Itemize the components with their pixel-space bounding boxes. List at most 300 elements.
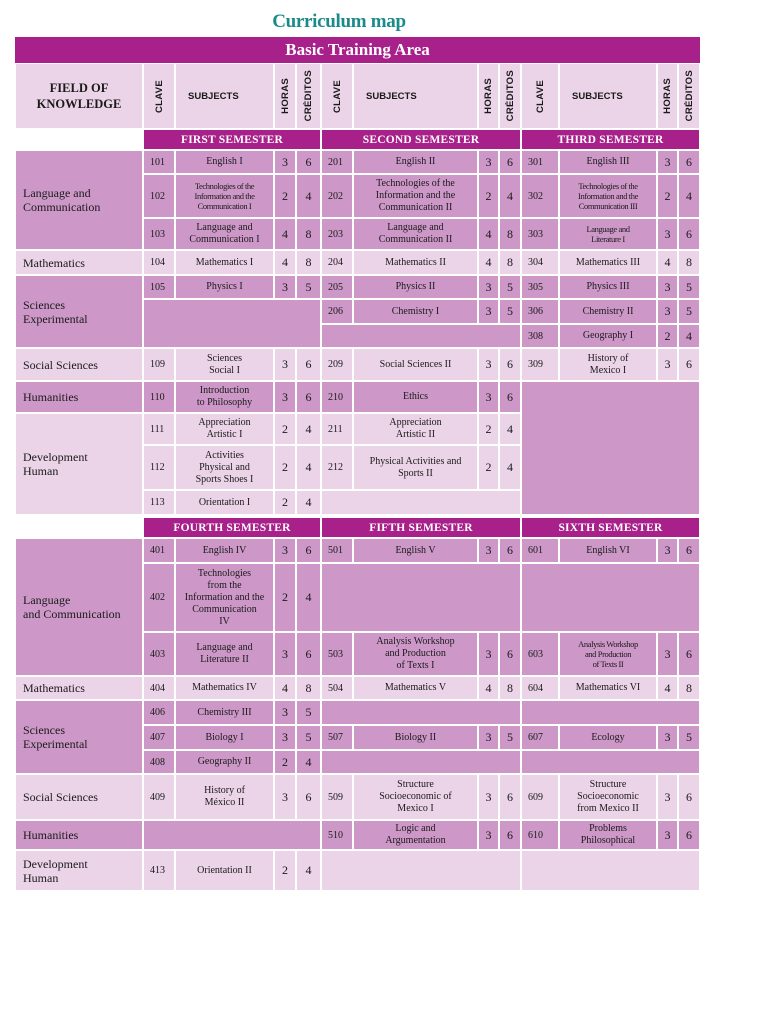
course-credits-text: 8	[686, 255, 692, 269]
header-subjects-label: SUBJECTS	[366, 90, 417, 102]
course-hours	[478, 445, 499, 490]
course-code-text: 105	[150, 281, 165, 293]
course-code-text: 102	[150, 190, 165, 202]
course-hours	[657, 538, 678, 563]
course-hours-text: 3	[282, 357, 288, 371]
course-code-text: 408	[150, 756, 165, 768]
course-subject-text: Activities Physical and Sports Shoes I	[195, 449, 254, 485]
course-credits-text: 4	[507, 421, 513, 436]
empty-cell	[321, 700, 521, 725]
course-credits	[678, 774, 700, 820]
course-hours-text: 4	[485, 226, 492, 241]
course-code	[321, 275, 353, 299]
course-subject-text: Mathematics III	[575, 256, 641, 268]
course-hours	[274, 490, 296, 515]
course-code-text: 308	[528, 330, 543, 342]
course-subject-text: Language and Literature I	[586, 224, 630, 244]
course-code	[143, 774, 175, 820]
course-subject-text: Chemistry III	[197, 706, 252, 718]
course-subject	[353, 381, 478, 413]
course-hours-text: 3	[282, 389, 288, 404]
semester-header-text: THIRD SEMESTER	[557, 133, 664, 146]
course-code	[521, 218, 559, 250]
course-credits-text: 5	[686, 730, 692, 744]
course-code	[321, 774, 353, 820]
field-label	[15, 676, 143, 700]
course-code-text: 610	[528, 829, 543, 841]
course-code	[143, 381, 175, 413]
semester-header-text: FIFTH SEMESTER	[369, 521, 473, 534]
course-code	[143, 218, 175, 250]
course-code	[521, 150, 559, 174]
course-hours	[657, 150, 678, 174]
course-hours-text: 3	[282, 705, 288, 719]
header-creditos-label: CRÉDITOS	[504, 70, 516, 122]
course-subject-text: Ecology	[591, 731, 625, 743]
course-credits	[296, 632, 321, 676]
course-credits-text: 6	[507, 827, 513, 842]
course-credits	[296, 174, 321, 218]
course-credits-text: 6	[507, 389, 513, 404]
course-code	[521, 632, 559, 676]
course-hours	[478, 820, 499, 850]
course-credits	[296, 490, 321, 515]
course-subject-text: Language and Literature II	[196, 642, 253, 665]
course-code-text: 303	[528, 228, 543, 240]
course-code-text: 413	[150, 865, 165, 876]
course-hours	[274, 850, 296, 891]
course-code-text: 111	[150, 423, 165, 435]
course-hours-text: 3	[282, 730, 288, 744]
course-hours-text: 3	[282, 154, 288, 169]
course-hours-text: 2	[485, 188, 492, 203]
course-code-text: 103	[150, 228, 165, 240]
course-subject-text: Social Sciences II	[379, 358, 452, 370]
field-label-text: Mathematics	[23, 681, 85, 695]
course-code	[321, 676, 353, 700]
header-clave-label: CLAVE	[331, 79, 343, 113]
field-label	[15, 774, 143, 820]
empty-cell	[321, 324, 521, 348]
course-subject-text: English VI	[586, 544, 630, 556]
field-of-knowledge-header-text: FIELD OF KNOWLEDGE	[36, 81, 122, 111]
course-hours	[478, 538, 499, 563]
field-label-text: Language and Communication	[23, 186, 101, 214]
course-subject	[175, 413, 274, 445]
course-hours	[657, 250, 678, 275]
course-hours-text: 3	[282, 279, 288, 294]
header-horas-label: HORAS	[483, 78, 494, 114]
course-credits-text: 4	[305, 188, 312, 203]
course-subject	[175, 850, 274, 891]
course-credits-text: 6	[507, 646, 513, 661]
course-code	[521, 538, 559, 563]
course-subject-text: Appreciation Artistic II	[389, 417, 442, 440]
course-hours	[274, 445, 296, 490]
course-credits	[678, 218, 700, 250]
course-hours	[478, 275, 499, 299]
course-subject-text: English II	[395, 156, 436, 167]
empty-cell	[521, 700, 700, 725]
course-hours	[657, 324, 678, 348]
course-subject	[559, 250, 657, 275]
course-hours	[478, 381, 499, 413]
semester-header	[143, 129, 321, 150]
course-hours	[657, 299, 678, 324]
course-code-text: 402	[150, 592, 165, 603]
course-subject	[559, 150, 657, 174]
course-code-text: 604	[528, 682, 543, 694]
course-code-text: 601	[528, 545, 543, 556]
course-subject	[559, 218, 657, 250]
course-hours-text: 3	[664, 357, 671, 371]
course-credits	[499, 174, 521, 218]
course-subject	[175, 700, 274, 725]
field-label	[15, 150, 143, 250]
course-credits-text: 8	[305, 255, 312, 269]
course-subject-text: Language and Communication II	[378, 222, 453, 245]
course-code	[521, 299, 559, 324]
course-subject-text: Orientation I	[198, 496, 251, 508]
course-credits-text: 6	[686, 543, 692, 557]
header-creditos-3	[678, 63, 700, 129]
course-code-text: 202	[328, 190, 343, 202]
course-code-text: 302	[528, 190, 543, 202]
course-hours	[274, 413, 296, 445]
course-subject	[175, 348, 274, 381]
field-label-text: Humanities	[23, 828, 79, 842]
course-code-text: 509	[328, 791, 343, 803]
course-code-text: 504	[328, 682, 343, 694]
header-horas-label: HORAS	[662, 78, 673, 114]
course-subject	[559, 774, 657, 820]
course-subject	[175, 774, 274, 820]
course-credits-text: 6	[305, 357, 312, 371]
header-horas-2	[478, 63, 499, 129]
course-credits	[678, 348, 700, 381]
course-code-text: 510	[328, 829, 343, 841]
course-subject-text: Physical Activities and Sports II	[369, 455, 462, 479]
course-hours-text: 3	[664, 304, 671, 318]
course-hours-text: 2	[664, 188, 671, 203]
course-subject	[175, 275, 274, 299]
course-credits	[499, 632, 521, 676]
course-hours	[478, 218, 499, 250]
area-banner: Basic Training Area	[15, 37, 700, 63]
course-subject	[353, 774, 478, 820]
course-subject	[175, 750, 274, 774]
course-hours	[478, 676, 499, 700]
course-subject	[353, 348, 478, 381]
course-subject	[353, 820, 478, 850]
course-credits	[499, 250, 521, 275]
course-code-text: 205	[328, 281, 343, 293]
course-hours-text: 3	[485, 789, 492, 804]
course-hours	[274, 538, 296, 563]
course-credits	[296, 218, 321, 250]
course-code	[143, 700, 175, 725]
course-subject	[175, 563, 274, 632]
course-subject	[559, 275, 657, 299]
course-credits-text: 4	[305, 421, 312, 436]
course-subject-text: Problems Philosophical	[580, 823, 636, 846]
course-code-text: 304	[528, 257, 543, 268]
course-code	[321, 445, 353, 490]
course-hours-text: 3	[485, 730, 492, 744]
header-subjects-1	[175, 63, 274, 129]
course-code-text: 305	[528, 281, 543, 293]
course-subject-text: Chemistry I	[391, 305, 440, 317]
course-code	[521, 275, 559, 299]
course-credits-text: 5	[305, 705, 312, 719]
course-hours	[478, 632, 499, 676]
course-code-text: 309	[528, 359, 543, 370]
course-code	[143, 490, 175, 515]
course-subject	[175, 250, 274, 275]
header-subjects-2	[353, 63, 478, 129]
course-subject	[175, 676, 274, 700]
course-credits	[499, 413, 521, 445]
course-subject	[353, 275, 478, 299]
course-credits	[678, 250, 700, 275]
header-horas-label: HORAS	[279, 78, 291, 114]
course-credits	[499, 445, 521, 490]
course-code	[521, 676, 559, 700]
course-code	[321, 299, 353, 324]
course-subject	[353, 174, 478, 218]
course-hours-text: 4	[664, 255, 671, 269]
course-code-text: 501	[328, 545, 343, 556]
course-credits	[296, 250, 321, 275]
course-hours	[657, 275, 678, 299]
header-subjects-label: SUBJECTS	[572, 90, 623, 102]
course-subject	[353, 150, 478, 174]
course-credits-text: 5	[507, 730, 513, 744]
course-hours-text: 4	[664, 680, 671, 695]
course-subject-text: Language and Communication I	[189, 222, 260, 245]
course-code	[143, 725, 175, 750]
course-subject	[175, 632, 274, 676]
course-code	[521, 324, 559, 348]
field-label-text: Social Sciences	[23, 790, 98, 804]
course-hours-text: 2	[282, 421, 288, 436]
course-hours-text: 2	[485, 421, 492, 436]
field-label-text: Sciences Experimental	[23, 297, 88, 326]
course-code	[321, 632, 353, 676]
course-code	[143, 413, 175, 445]
course-code-text: 301	[528, 156, 543, 168]
course-hours	[657, 676, 678, 700]
course-hours-text: 4	[485, 680, 492, 695]
course-credits	[296, 850, 321, 891]
course-subject	[353, 632, 478, 676]
course-subject-text: Physics II	[395, 281, 436, 292]
course-code	[143, 750, 175, 774]
course-subject-text: Introduction to Philosophy	[196, 385, 253, 408]
field-label	[15, 348, 143, 381]
course-subject-text: Biology II	[394, 731, 437, 743]
course-credits-text: 6	[507, 543, 513, 557]
empty-cell	[143, 820, 321, 850]
course-code-text: 104	[150, 257, 165, 268]
course-hours	[657, 820, 678, 850]
empty-cell	[321, 563, 521, 632]
course-hours	[274, 774, 296, 820]
course-code	[143, 676, 175, 700]
course-subject-text: History of México II	[204, 785, 245, 808]
course-subject-text: Geography II	[197, 756, 252, 767]
course-hours-text: 3	[664, 543, 671, 557]
course-hours	[478, 299, 499, 324]
header-horas-1	[274, 63, 296, 129]
course-subject-text: Geography I	[582, 330, 634, 341]
course-code-text: 210	[328, 391, 343, 403]
course-hours-text: 3	[485, 154, 492, 169]
course-code	[321, 381, 353, 413]
course-credits	[296, 348, 321, 381]
course-hours	[274, 676, 296, 700]
course-hours	[657, 348, 678, 381]
course-code-text: 109	[150, 359, 165, 370]
course-hours	[478, 150, 499, 174]
course-hours-text: 2	[485, 460, 492, 474]
course-credits-text: 5	[305, 279, 312, 294]
course-hours	[478, 174, 499, 218]
header-subjects-3	[559, 63, 657, 129]
semester-header-text: SECOND SEMESTER	[362, 133, 480, 146]
course-hours-text: 3	[664, 730, 671, 744]
course-code	[321, 413, 353, 445]
course-hours	[657, 174, 678, 218]
course-subject-text: Chemistry II	[582, 305, 634, 317]
header-clave-label: CLAVE	[534, 79, 546, 113]
course-credits	[296, 750, 321, 774]
course-credits	[499, 299, 521, 324]
course-subject	[353, 676, 478, 700]
header-creditos-2	[499, 63, 521, 129]
header-subjects-label: SUBJECTS	[188, 90, 239, 102]
course-code	[321, 538, 353, 563]
field-label	[15, 381, 143, 413]
course-code-text: 113	[150, 497, 165, 508]
course-code	[143, 348, 175, 381]
field-label-text: Social Sciences	[23, 357, 98, 372]
course-hours	[274, 700, 296, 725]
course-hours	[274, 275, 296, 299]
course-credits	[296, 381, 321, 413]
course-code-text: 404	[150, 682, 165, 694]
course-subject-text: Mathematics IV	[192, 682, 257, 693]
course-credits	[296, 563, 321, 632]
course-code	[321, 725, 353, 750]
course-subject-text: English III	[586, 156, 630, 167]
course-code	[321, 150, 353, 174]
semester-header-text: FOURTH SEMESTER	[173, 521, 291, 534]
course-hours-text: 3	[282, 543, 288, 557]
field-label	[15, 275, 143, 348]
course-credits	[678, 676, 700, 700]
course-credits-text: 6	[305, 543, 312, 557]
course-credits-text: 6	[305, 154, 312, 169]
course-credits	[678, 538, 700, 563]
course-credits	[296, 275, 321, 299]
course-credits-text: 8	[507, 226, 513, 241]
course-code	[321, 218, 353, 250]
course-credits	[499, 150, 521, 174]
course-hours	[478, 725, 499, 750]
course-credits-text: 6	[507, 789, 513, 804]
course-credits-text: 8	[686, 680, 692, 695]
course-hours-text: 3	[485, 389, 492, 404]
course-code-text: 609	[528, 791, 543, 803]
course-credits	[499, 820, 521, 850]
field-label	[15, 700, 143, 774]
course-credits-text: 5	[507, 279, 513, 294]
course-hours-text: 4	[282, 255, 288, 269]
course-code-text: 306	[528, 306, 543, 317]
course-subject	[175, 445, 274, 490]
course-code	[143, 632, 175, 676]
empty-cell	[321, 850, 521, 891]
semester-header	[521, 129, 700, 150]
course-credits	[678, 324, 700, 348]
course-code	[321, 250, 353, 275]
course-code	[143, 850, 175, 891]
course-subject	[559, 632, 657, 676]
course-hours-text: 3	[282, 789, 288, 804]
course-credits	[499, 381, 521, 413]
course-hours-text: 2	[282, 754, 288, 769]
empty-cell	[521, 750, 700, 774]
course-code	[521, 820, 559, 850]
course-hours	[274, 218, 296, 250]
course-hours-text: 3	[664, 789, 671, 804]
course-code-text: 204	[328, 257, 343, 268]
field-label	[15, 820, 143, 850]
course-subject	[559, 538, 657, 563]
course-subject	[353, 299, 478, 324]
course-credits	[296, 774, 321, 820]
course-credits	[678, 150, 700, 174]
course-credits-text: 4	[305, 495, 312, 509]
course-subject-text: Mathematics I	[195, 256, 254, 268]
course-subject-text: Mathematics V	[384, 682, 447, 693]
course-subject-text: Sciences Social I	[207, 352, 242, 376]
course-subject-text: Physics I	[206, 281, 243, 292]
course-hours	[274, 725, 296, 750]
empty-cell	[321, 490, 521, 515]
course-credits	[678, 632, 700, 676]
course-hours	[274, 348, 296, 381]
course-hours	[274, 250, 296, 275]
course-credits-text: 4	[507, 460, 513, 474]
course-hours-text: 4	[485, 255, 492, 269]
course-code-text: 406	[150, 707, 165, 718]
course-code-text: 206	[328, 306, 343, 317]
course-credits-text: 5	[507, 304, 513, 318]
course-code	[143, 445, 175, 490]
course-credits-text: 5	[305, 730, 312, 744]
course-code-text: 503	[328, 648, 343, 660]
field-label-text: Humanities	[23, 390, 79, 404]
field-label	[15, 538, 143, 676]
course-code-text: 203	[328, 228, 343, 240]
course-code-text: 403	[150, 648, 165, 660]
field-label-text: Sciences Experimental	[23, 723, 88, 751]
header-clave-1	[143, 63, 175, 129]
course-credits-text: 8	[305, 226, 312, 241]
course-hours-text: 2	[282, 495, 288, 509]
